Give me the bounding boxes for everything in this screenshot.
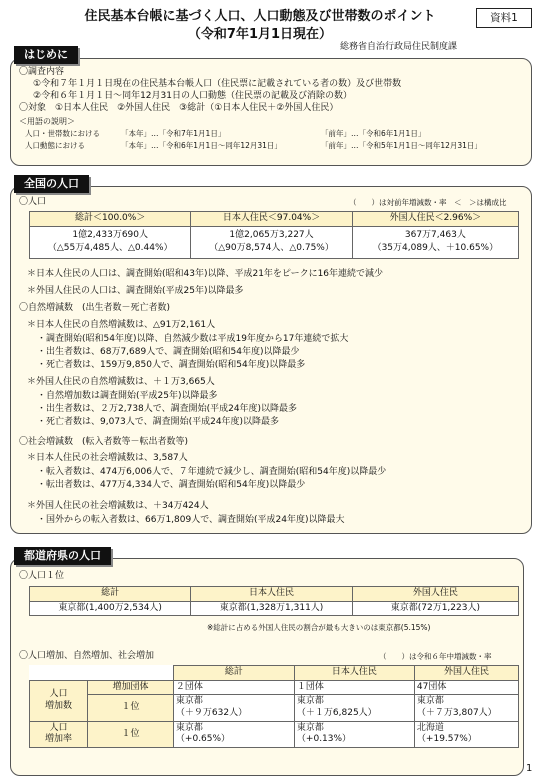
population-note: （ ）は対前年増減数・率 ＜ ＞は構成比 (349, 198, 507, 207)
total-change: （△55万4,485人、△0.44%） (30, 242, 191, 258)
sub-rank-1: １位 (88, 695, 174, 721)
row-increase-rate: 人口 増加率 (30, 721, 88, 747)
header-foreign: 外国人住民＜2.96%＞ (352, 212, 518, 227)
foreign-natural-note-3: ・死亡者数は、9,073人で、調査開始(平成24年度)以降最多 (37, 417, 280, 427)
japanese-change: （△90万8,574人、△0.75%） (191, 242, 352, 258)
national-population-table (29, 211, 519, 259)
japanese-population-note: ＊日本人住民の人口は、調査開始(昭和43年)以降、平成21年をピークに16年連続で減少 (27, 269, 384, 279)
corner-cell (30, 666, 174, 681)
term1-this-year: 「本年」…「令和7年1月1日」 (121, 129, 226, 138)
table-row (30, 695, 519, 721)
increase-groups-total: ２団体 (173, 680, 294, 695)
terms-label: ＜用語の説明＞ (19, 117, 75, 126)
rank-total-value: 東京都(1,400万2,534人) (30, 601, 191, 616)
increase-groups-foreign: 47団体 (414, 680, 518, 695)
prefecture-rank-table (29, 586, 519, 616)
national-heading: 全国の人口 (14, 175, 89, 193)
document-badge: 資料1 (476, 8, 532, 28)
count-rank1-japanese: 東京都 （＋１万6,825人） (294, 695, 414, 721)
social-change-label: 〇社会増減数 (転入者数等－転出者数等) (19, 437, 189, 447)
total-value: 1億2,433万690人 (30, 226, 191, 242)
prefecture-heading: 都道府県の人口 (14, 547, 111, 565)
table-header-row (30, 212, 519, 227)
natural-change-label: 〇自然増減数 (出生者数－死亡者数) (19, 303, 171, 313)
table-row (30, 226, 519, 242)
inc-header-total: 総計 (173, 666, 294, 681)
sub-rate-rank-1: １位 (88, 721, 174, 747)
title-line-1: 住民基本台帳に基づく人口、人口動態及び世帯数のポイント (84, 9, 436, 24)
target-line: 〇対象 ①日本人住民 ②外国人住民 ③総計（①日本人住民＋②外国人住民） (19, 103, 339, 113)
rate-rank1-japanese: 東京都 （+0.13%） (294, 721, 414, 747)
title-line-2: （令和7年1月1日現在） (187, 27, 333, 42)
increase-groups-japanese: １団体 (294, 680, 414, 695)
national-panel (10, 186, 532, 534)
japanese-natural-note-1: ・調査開始(昭和54年度)以降、自然減少数は平成19年度から17年連続で拡大 (37, 334, 349, 344)
japanese-value: 1億2,065万3,227人 (191, 226, 352, 242)
rank-note: ※総計に占める外国人住民の割合が最も大きいのは東京都(5.15%) (207, 623, 431, 632)
japanese-natural-note-3: ・死亡者数は、159万9,850人で、調査開始(昭和54年度)以降最多 (37, 360, 306, 370)
prefecture-increase-table (29, 665, 519, 748)
term2-label: 人口動態における (25, 141, 85, 150)
table-row (30, 680, 519, 695)
page-number: 1 (526, 763, 533, 774)
foreign-natural-change: ＊外国人住民の自然増減数は、＋１万3,665人 (27, 377, 215, 387)
inc-header-foreign: 外国人住民 (414, 666, 518, 681)
foreign-change: （35万4,089人、＋10.65%） (352, 242, 518, 258)
header-japanese: 日本人住民＜97.04%＞ (191, 212, 352, 227)
population-label: 〇人口 (19, 197, 47, 207)
count-rank1-total: 東京都 （＋９万632人） (173, 695, 294, 721)
japanese-natural-note-2: ・出生者数は、68万7,689人で、調査開始(昭和54年度)以降最少 (37, 347, 300, 357)
table-row (30, 601, 519, 616)
japanese-natural-change: ＊日本人住民の自然増減数は、△91万2,161人 (27, 320, 216, 330)
survey-label: 〇調査内容 (19, 67, 65, 77)
foreign-value: 367万7,463人 (352, 226, 518, 242)
foreign-social-change: ＊外国人住民の社会増減数は、＋34万424人 (27, 501, 209, 511)
intro-heading: はじめに (14, 46, 78, 64)
foreign-natural-note-1: ・自然増加数は調査開始(平成25年)以降最多 (37, 391, 218, 401)
increase-label: 〇人口増加、自然増加、社会増加 (19, 651, 155, 661)
rank-header-total: 総計 (30, 587, 191, 602)
rank-japanese-value: 東京都(1,328万1,311人) (191, 601, 352, 616)
foreign-population-note: ＊外国人住民の人口は、調査開始(平成25年)以降最多 (27, 286, 244, 296)
japanese-social-change: ＊日本人住民の社会増減数は、3,587人 (27, 453, 188, 463)
header-total: 総計＜100.0%＞ (30, 212, 191, 227)
foreign-natural-note-2: ・出生者数は、２万2,738人で、調査開始(平成24年度)以降最多 (37, 404, 298, 414)
document-title (40, 8, 480, 44)
intro-panel (10, 58, 532, 166)
rank-header-japanese: 日本人住民 (191, 587, 352, 602)
sub-increasing-groups: 増加団体 (88, 680, 174, 695)
term1-prev-year: 「前年」…「令和6年1月1日」 (321, 129, 426, 138)
rate-rank1-foreign: 北海道 （+19.57%） (414, 721, 518, 747)
term2-prev-year: 「前年」…「令和5年1月1日～同年12月31日」 (321, 141, 482, 150)
table-header-row (30, 587, 519, 602)
prefecture-panel (10, 558, 524, 776)
table-header-row (30, 666, 519, 681)
japanese-social-note-1: ・転入者数は、474万6,006人で、７年連続で減少し、調査開始(昭和54年度)以降最少 (37, 467, 387, 477)
term2-this-year: 「本年」…「令和6年1月1日～同年12月31日」 (121, 141, 282, 150)
table-row (30, 242, 519, 258)
row-increase-count: 人口 増加数 (30, 680, 88, 721)
rank-foreign-value: 東京都(72万1,223人) (352, 601, 518, 616)
foreign-social-note-1: ・国外からの転入者数は、66万1,809人で、調査開始(平成24年度)以降最大 (37, 515, 345, 525)
rank-label: 〇人口１位 (19, 571, 65, 581)
japanese-social-note-2: ・転出者数は、477万4,334人で、調査開始(昭和54年度)以降最少 (37, 480, 306, 490)
rank-header-foreign: 外国人住民 (352, 587, 518, 602)
survey-item-1: ①令和７年１月１日現在の住民基本台帳人口（住民票に記載されている者の数）及び世帯数 (33, 79, 402, 89)
rate-rank1-total: 東京都 （+0.65%） (173, 721, 294, 747)
survey-item-2: ②令和６年１月１日～同年12月31日の人口動態（住民票の記載及び消除の数） (33, 91, 352, 101)
count-rank1-foreign: 東京都 （＋７万3,807人） (414, 695, 518, 721)
inc-header-japanese: 日本人住民 (294, 666, 414, 681)
term1-label: 人口・世帯数における (25, 129, 100, 138)
increase-note: （ ）は令和６年中増減数・率 (379, 652, 492, 661)
table-row (30, 721, 519, 747)
organization-name: 総務省自治行政局住民制度課 (340, 42, 458, 52)
